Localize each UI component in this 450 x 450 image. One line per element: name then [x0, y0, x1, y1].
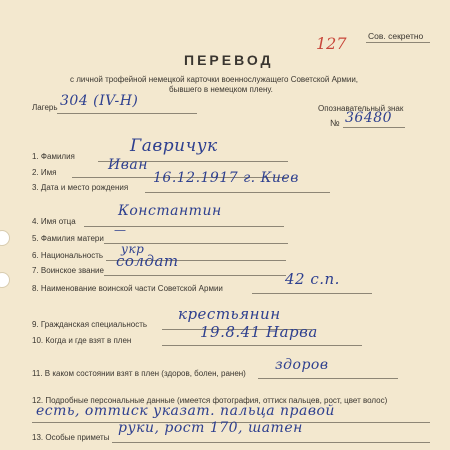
- binder-hole-bottom: [0, 272, 10, 288]
- ident-tag-underline: [343, 127, 405, 128]
- field-13-underline: [112, 442, 430, 443]
- field-8-value: 42 с.п.: [285, 270, 340, 288]
- field-12-value: есть, оттиск указат. пальца правой: [36, 403, 335, 419]
- field-6-value: укр: [121, 242, 145, 256]
- field-13-label: 13. Особые приметы: [32, 433, 110, 442]
- field-1-value: Гавричук: [130, 136, 218, 156]
- classification-label: Сов. секретно: [368, 31, 424, 41]
- field-11-label: 11. В каком состоянии взят в плен (здоров, болен, ранен): [32, 369, 246, 378]
- field-3-label: 3. Дата и место рождения: [32, 183, 129, 192]
- field-7-value: солдат: [116, 252, 179, 270]
- field-3-value: 16.12.1917 г. Киев: [153, 170, 299, 186]
- field-9-label: 9. Гражданская специальность: [32, 320, 148, 329]
- field-8-underline: [252, 293, 372, 294]
- page-subtitle-line2: бывшего в немецком плену.: [169, 85, 273, 94]
- ident-tag-label: Опознавательный знак: [318, 104, 404, 113]
- camp-value: 304 (IV-H): [60, 93, 139, 109]
- field-4-label: 4. Имя отца: [32, 217, 76, 226]
- archive-mark: 127: [316, 34, 347, 53]
- field-6-label: 6. Национальность: [32, 251, 104, 260]
- field-7-underline: [104, 275, 286, 276]
- field-2-value: Иван: [108, 157, 148, 173]
- page-subtitle-line1: с личной трофейной немецкой карточки военнослужащего Советской Армии,: [70, 75, 359, 84]
- field-5-value: —: [114, 223, 127, 237]
- field-12-label: 12. Подробные персональные данные (имеется фотография, оттиск пальцев, рост, цвет волос): [32, 396, 388, 405]
- field-8-label: 8. Наименование воинской части Советской Армии: [32, 284, 223, 293]
- field-10-label: 10. Когда и где взят в плен: [32, 336, 132, 345]
- page-title: ПЕРЕВОД: [184, 52, 274, 68]
- field-9-value: крестьянин: [178, 305, 281, 323]
- field-7-label: 7. Воинское звание: [32, 266, 104, 275]
- field-4-value: Константин: [118, 203, 222, 219]
- field-13-value: руки, рост 170, шатен: [118, 420, 303, 436]
- ident-tag-value: 36480: [345, 110, 393, 126]
- field-10-value: 19.8.41 Нарва: [200, 323, 318, 341]
- field-1-label: 1. Фамилия: [32, 152, 75, 161]
- field-3-underline: [145, 192, 330, 193]
- field-5-label: 5. Фамилия матери: [32, 234, 104, 243]
- camp-underline: [57, 113, 197, 114]
- classification-underline: [366, 42, 430, 43]
- ident-tag-prefix: №: [330, 118, 340, 128]
- field-11-underline: [258, 378, 398, 379]
- field-10-underline: [162, 345, 362, 346]
- binder-hole-top: [0, 230, 10, 246]
- field-2-label: 2. Имя: [32, 168, 57, 177]
- camp-label: Лагерь: [32, 103, 58, 112]
- field-11-value: здоров: [275, 357, 329, 373]
